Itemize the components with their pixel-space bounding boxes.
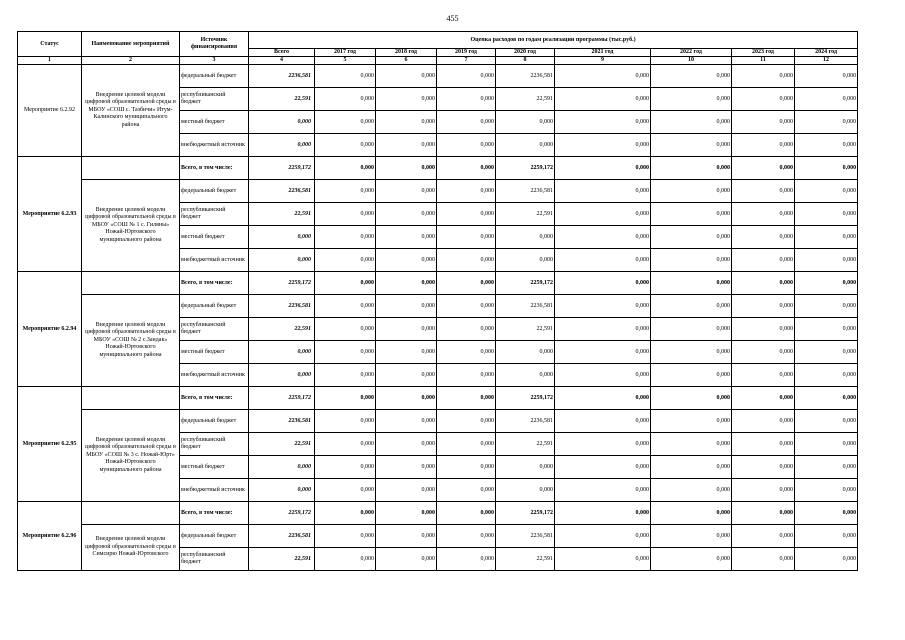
header-column-number: 10 (651, 57, 732, 65)
header-year: 2017 год (315, 49, 376, 57)
status-cell: Мероприятие 6.2.93 (18, 157, 82, 272)
header-column-number: 5 (315, 57, 376, 65)
year-value-cell: 0,000 (437, 548, 496, 571)
year-value-cell: 0,000 (315, 479, 376, 502)
year-value-cell: 0,000 (555, 341, 651, 364)
year-value-cell: 0,000 (376, 387, 437, 410)
total-value-cell: 2259,172 (249, 502, 315, 525)
year-value-cell: 0,000 (496, 341, 555, 364)
year-value-cell: 0,000 (376, 134, 437, 157)
year-value-cell: 0,000 (795, 88, 858, 111)
funding-source-cell: местный бюджет (180, 341, 249, 364)
year-value-cell: 0,000 (437, 341, 496, 364)
year-value-cell: 0,000 (376, 249, 437, 272)
year-value-cell: 0,000 (795, 548, 858, 571)
header-column-number: 7 (437, 57, 496, 65)
year-value-cell: 0,000 (732, 341, 795, 364)
year-value-cell: 0,000 (437, 479, 496, 502)
funding-source-cell: внебюджетный источник (180, 134, 249, 157)
funding-source-cell: федеральный бюджет (180, 65, 249, 88)
year-value-cell: 0,000 (315, 364, 376, 387)
year-value-cell: 0,000 (555, 364, 651, 387)
year-value-cell: 0,000 (795, 295, 858, 318)
year-value-cell: 0,000 (315, 318, 376, 341)
year-value-cell: 0,000 (376, 456, 437, 479)
total-value-cell: 0,000 (249, 226, 315, 249)
year-value-cell: 0,000 (732, 134, 795, 157)
year-value-cell: 0,000 (732, 548, 795, 571)
year-value-cell: 0,000 (496, 364, 555, 387)
year-value-cell: 0,000 (315, 456, 376, 479)
total-value-cell: 0,000 (249, 479, 315, 502)
funding-source-cell: Всего, в том числе: (180, 387, 249, 410)
year-value-cell: 0,000 (795, 525, 858, 548)
year-value-cell: 0,000 (651, 364, 732, 387)
year-value-cell: 0,000 (315, 525, 376, 548)
year-value-cell: 0,000 (315, 226, 376, 249)
year-value-cell: 0,000 (651, 65, 732, 88)
year-value-cell: 0,000 (555, 249, 651, 272)
year-value-cell: 0,000 (651, 548, 732, 571)
total-value-cell: 0,000 (249, 249, 315, 272)
total-value-cell: 2259,172 (249, 387, 315, 410)
budget-table-container (17, 31, 858, 592)
total-value-cell: 2259,172 (249, 272, 315, 295)
activity-name-empty-cell (82, 502, 180, 525)
funding-source-cell: республиканский бюджет (180, 548, 249, 571)
year-value-cell: 2259,172 (496, 157, 555, 180)
year-value-cell: 0,000 (732, 410, 795, 433)
year-value-cell: 0,000 (496, 134, 555, 157)
year-value-cell: 0,000 (376, 364, 437, 387)
year-value-cell: 0,000 (651, 88, 732, 111)
year-value-cell: 0,000 (376, 479, 437, 502)
year-value-cell: 0,000 (651, 341, 732, 364)
year-value-cell: 0,000 (732, 295, 795, 318)
year-value-cell: 0,000 (437, 502, 496, 525)
year-value-cell: 0,000 (651, 134, 732, 157)
year-value-cell: 0,000 (651, 433, 732, 456)
year-value-cell: 0,000 (555, 295, 651, 318)
funding-source-cell: внебюджетный источник (180, 479, 249, 502)
year-value-cell: 2259,172 (496, 502, 555, 525)
year-value-cell: 0,000 (315, 272, 376, 295)
funding-source-cell: Всего, в том числе: (180, 272, 249, 295)
year-value-cell: 0,000 (555, 548, 651, 571)
total-value-cell: 0,000 (249, 134, 315, 157)
activity-name-empty-cell (82, 272, 180, 295)
year-value-cell: 0,000 (555, 525, 651, 548)
year-value-cell: 22,591 (496, 433, 555, 456)
funding-source-cell: Всего, в том числе: (180, 502, 249, 525)
funding-source-cell: внебюджетный источник (180, 249, 249, 272)
year-value-cell: 22,591 (496, 88, 555, 111)
year-value-cell: 0,000 (651, 410, 732, 433)
year-value-cell: 0,000 (376, 318, 437, 341)
table-body (18, 65, 858, 571)
year-value-cell: 0,000 (795, 180, 858, 203)
table-row (18, 295, 858, 318)
year-value-cell: 0,000 (732, 203, 795, 226)
total-value-cell: 22,591 (249, 433, 315, 456)
year-value-cell: 0,000 (651, 272, 732, 295)
year-value-cell: 0,000 (315, 180, 376, 203)
year-value-cell: 0,000 (555, 272, 651, 295)
year-value-cell: 0,000 (795, 134, 858, 157)
header-column-number: 9 (555, 57, 651, 65)
year-value-cell: 0,000 (315, 203, 376, 226)
year-value-cell: 0,000 (732, 272, 795, 295)
year-value-cell: 0,000 (437, 525, 496, 548)
total-value-cell: 2236,581 (249, 410, 315, 433)
year-value-cell: 0,000 (651, 157, 732, 180)
activity-name-empty-cell (82, 157, 180, 180)
funding-source-cell: республиканский бюджет (180, 318, 249, 341)
year-value-cell: 0,000 (732, 479, 795, 502)
year-value-cell: 0,000 (732, 364, 795, 387)
funding-source-cell: местный бюджет (180, 226, 249, 249)
funding-source-cell: местный бюджет (180, 456, 249, 479)
year-value-cell: 0,000 (496, 249, 555, 272)
funding-source-cell: внебюджетный источник (180, 364, 249, 387)
total-value-cell: 2236,581 (249, 65, 315, 88)
year-value-cell: 0,000 (437, 433, 496, 456)
year-value-cell: 22,591 (496, 203, 555, 226)
header-status: Статус (18, 32, 82, 57)
year-value-cell: 0,000 (376, 226, 437, 249)
year-value-cell: 0,000 (315, 134, 376, 157)
year-value-cell: 0,000 (795, 318, 858, 341)
year-value-cell: 0,000 (376, 433, 437, 456)
year-value-cell: 0,000 (795, 502, 858, 525)
year-value-cell: 0,000 (795, 203, 858, 226)
year-value-cell: 0,000 (795, 65, 858, 88)
year-value-cell: 0,000 (555, 134, 651, 157)
year-value-cell: 0,000 (437, 134, 496, 157)
header-year: 2024 год (795, 49, 858, 57)
year-value-cell: 0,000 (555, 88, 651, 111)
year-value-cell: 0,000 (651, 479, 732, 502)
year-value-cell: 0,000 (651, 111, 732, 134)
year-value-cell: 0,000 (555, 226, 651, 249)
year-value-cell: 0,000 (795, 341, 858, 364)
year-value-cell: 0,000 (315, 295, 376, 318)
year-value-cell: 22,591 (496, 318, 555, 341)
year-value-cell: 0,000 (315, 387, 376, 410)
header-column-number: 2 (82, 57, 180, 65)
year-value-cell: 0,000 (795, 364, 858, 387)
year-value-cell: 2236,581 (496, 180, 555, 203)
year-value-cell: 0,000 (315, 410, 376, 433)
year-value-cell: 0,000 (315, 548, 376, 571)
year-value-cell: 0,000 (795, 433, 858, 456)
year-value-cell: 0,000 (555, 203, 651, 226)
year-value-cell: 0,000 (437, 157, 496, 180)
total-value-cell: 0,000 (249, 341, 315, 364)
year-value-cell: 0,000 (732, 525, 795, 548)
year-value-cell: 0,000 (376, 203, 437, 226)
year-value-cell: 0,000 (437, 295, 496, 318)
table-header (18, 32, 858, 65)
year-value-cell: 0,000 (732, 88, 795, 111)
total-value-cell: 0,000 (249, 364, 315, 387)
year-value-cell: 0,000 (376, 180, 437, 203)
year-value-cell: 0,000 (376, 295, 437, 318)
header-name: Наименование мероприятий (82, 32, 180, 57)
year-value-cell: 0,000 (555, 180, 651, 203)
activity-name-cell: Внедрение целевой модели цифровой образовательной среды в МБОУ «СОШ № 3 с. Ножай-Юрт» Ножай-Юртовского муниципального района (82, 410, 180, 502)
total-row (18, 157, 858, 180)
year-value-cell: 0,000 (555, 318, 651, 341)
total-value-cell: 2236,581 (249, 525, 315, 548)
year-value-cell: 0,000 (315, 341, 376, 364)
header-column-number: 4 (249, 57, 315, 65)
year-value-cell: 0,000 (376, 272, 437, 295)
year-value-cell: 0,000 (437, 226, 496, 249)
activity-name-cell: Внедрение целевой модели цифровой образовательной среды в МБОУ «СОШ с. Тазбичи» Итум-Калинского муниципального района (82, 65, 180, 157)
year-value-cell: 0,000 (437, 272, 496, 295)
funding-source-cell: республиканский бюджет (180, 88, 249, 111)
total-value-cell: 0,000 (249, 111, 315, 134)
year-value-cell: 0,000 (496, 226, 555, 249)
funding-source-cell: федеральный бюджет (180, 180, 249, 203)
total-value-cell: 22,591 (249, 548, 315, 571)
page-number: 455 (446, 14, 459, 23)
status-cell: Мероприятие 6.2.92 (18, 65, 82, 157)
year-value-cell: 0,000 (732, 157, 795, 180)
header-column-number: 1 (18, 57, 82, 65)
year-value-cell: 2259,172 (496, 272, 555, 295)
year-value-cell: 0,000 (315, 433, 376, 456)
year-value-cell: 0,000 (732, 456, 795, 479)
header-year: 2020 год (496, 49, 555, 57)
year-value-cell: 0,000 (651, 502, 732, 525)
year-value-cell: 2236,581 (496, 295, 555, 318)
year-value-cell: 0,000 (795, 272, 858, 295)
year-value-cell: 0,000 (651, 226, 732, 249)
header-estimate: Оценка расходов по годам реализации программы (тыс.руб.) (249, 32, 858, 49)
year-value-cell: 0,000 (651, 456, 732, 479)
year-value-cell: 0,000 (651, 180, 732, 203)
year-value-cell: 0,000 (555, 410, 651, 433)
year-value-cell: 0,000 (555, 433, 651, 456)
year-value-cell: 0,000 (437, 249, 496, 272)
year-value-cell: 0,000 (376, 157, 437, 180)
year-value-cell: 0,000 (376, 525, 437, 548)
funding-source-cell: республиканский бюджет (180, 203, 249, 226)
header-column-number: 6 (376, 57, 437, 65)
year-value-cell: 0,000 (376, 111, 437, 134)
funding-source-cell: федеральный бюджет (180, 525, 249, 548)
year-value-cell: 2236,581 (496, 525, 555, 548)
year-value-cell: 0,000 (315, 111, 376, 134)
year-value-cell: 0,000 (732, 226, 795, 249)
year-value-cell: 0,000 (795, 226, 858, 249)
total-value-cell: 2236,581 (249, 180, 315, 203)
year-value-cell: 2236,581 (496, 410, 555, 433)
year-value-cell: 0,000 (732, 318, 795, 341)
table-row (18, 410, 858, 433)
table-row (18, 65, 858, 88)
year-value-cell: 0,000 (555, 65, 651, 88)
year-value-cell: 0,000 (555, 479, 651, 502)
total-value-cell: 0,000 (249, 456, 315, 479)
year-value-cell: 0,000 (732, 111, 795, 134)
total-value-cell: 22,591 (249, 203, 315, 226)
year-value-cell: 0,000 (376, 88, 437, 111)
year-value-cell: 0,000 (376, 502, 437, 525)
header-source: Источник финансирования (180, 32, 249, 57)
header-column-number: 11 (732, 57, 795, 65)
table-row (18, 180, 858, 203)
year-value-cell: 0,000 (651, 203, 732, 226)
activity-name-cell: Внедрение целевой модели цифровой образовательной среды в МБОУ «СОШ № 1 с. Гиляны» Ножай-Юртовского муниципального района (82, 180, 180, 272)
funding-source-cell: федеральный бюджет (180, 295, 249, 318)
year-value-cell: 0,000 (437, 410, 496, 433)
year-value-cell: 0,000 (376, 65, 437, 88)
total-value-cell: 2259,172 (249, 157, 315, 180)
year-value-cell: 0,000 (437, 364, 496, 387)
budget-table (17, 31, 858, 571)
year-value-cell: 0,000 (437, 88, 496, 111)
year-value-cell: 0,000 (315, 65, 376, 88)
funding-source-cell: Всего, в том числе: (180, 157, 249, 180)
year-value-cell: 0,000 (437, 387, 496, 410)
total-value-cell: 22,591 (249, 318, 315, 341)
year-value-cell: 0,000 (732, 180, 795, 203)
activity-name-empty-cell (82, 387, 180, 410)
year-value-cell: 0,000 (795, 111, 858, 134)
total-row (18, 272, 858, 295)
year-value-cell: 0,000 (651, 249, 732, 272)
year-value-cell: 0,000 (732, 65, 795, 88)
year-value-cell: 0,000 (315, 88, 376, 111)
year-value-cell: 0,000 (795, 456, 858, 479)
year-value-cell: 0,000 (437, 318, 496, 341)
funding-source-cell: федеральный бюджет (180, 410, 249, 433)
year-value-cell: 0,000 (651, 295, 732, 318)
header-year: 2022 год (651, 49, 732, 57)
year-value-cell: 0,000 (437, 203, 496, 226)
total-value-cell: 2236,581 (249, 295, 315, 318)
header-year: 2021 год (555, 49, 651, 57)
total-row (18, 502, 858, 525)
year-value-cell: 0,000 (496, 479, 555, 502)
year-value-cell: 0,000 (555, 387, 651, 410)
year-value-cell: 0,000 (437, 111, 496, 134)
status-cell: Мероприятие 6.2.95 (18, 387, 82, 502)
year-value-cell: 0,000 (555, 456, 651, 479)
year-value-cell: 0,000 (651, 525, 732, 548)
header-year: 2018 год (376, 49, 437, 57)
header-column-number: 3 (180, 57, 249, 65)
year-value-cell: 0,000 (496, 456, 555, 479)
year-value-cell: 0,000 (795, 387, 858, 410)
year-value-cell: 0,000 (315, 249, 376, 272)
year-value-cell: 0,000 (437, 180, 496, 203)
header-column-number: 8 (496, 57, 555, 65)
year-value-cell: 0,000 (315, 502, 376, 525)
year-value-cell: 22,591 (496, 548, 555, 571)
activity-name-cell: Внедрение целевой модели цифровой образовательной среды в МБОУ «СОШ № 2 с.Зандак» Ножай-Юртовского муниципального района (82, 295, 180, 387)
year-value-cell: 0,000 (795, 479, 858, 502)
funding-source-cell: местный бюджет (180, 111, 249, 134)
year-value-cell: 0,000 (732, 387, 795, 410)
year-value-cell: 0,000 (555, 157, 651, 180)
year-value-cell: 0,000 (651, 318, 732, 341)
activity-name-cell: Внедрение целевой модели цифровой образовательной среды в Симсирю Ножай-Юртовского (82, 525, 180, 571)
funding-source-cell: республиканский бюджет (180, 433, 249, 456)
header-year: 2023 год (732, 49, 795, 57)
year-value-cell: 0,000 (555, 111, 651, 134)
header-year: 2019 год (437, 49, 496, 57)
year-value-cell: 0,000 (651, 387, 732, 410)
year-value-cell: 0,000 (732, 249, 795, 272)
status-cell: Мероприятие 6.2.96 (18, 502, 82, 571)
year-value-cell: 0,000 (437, 456, 496, 479)
year-value-cell: 0,000 (496, 111, 555, 134)
year-value-cell: 0,000 (795, 410, 858, 433)
year-value-cell: 0,000 (315, 157, 376, 180)
table-row (18, 525, 858, 548)
year-value-cell: 2259,172 (496, 387, 555, 410)
year-value-cell: 0,000 (795, 157, 858, 180)
status-cell: Мероприятие 6.2.94 (18, 272, 82, 387)
year-value-cell: 0,000 (376, 548, 437, 571)
year-value-cell: 0,000 (795, 249, 858, 272)
year-value-cell: 0,000 (376, 341, 437, 364)
year-value-cell: 0,000 (437, 65, 496, 88)
year-value-cell: 0,000 (555, 502, 651, 525)
total-row (18, 387, 858, 410)
year-value-cell: 0,000 (376, 410, 437, 433)
year-value-cell: 2236,581 (496, 65, 555, 88)
header-year: Всего (249, 49, 315, 57)
year-value-cell: 0,000 (732, 433, 795, 456)
header-column-number: 12 (795, 57, 858, 65)
total-value-cell: 22,591 (249, 88, 315, 111)
year-value-cell: 0,000 (732, 502, 795, 525)
